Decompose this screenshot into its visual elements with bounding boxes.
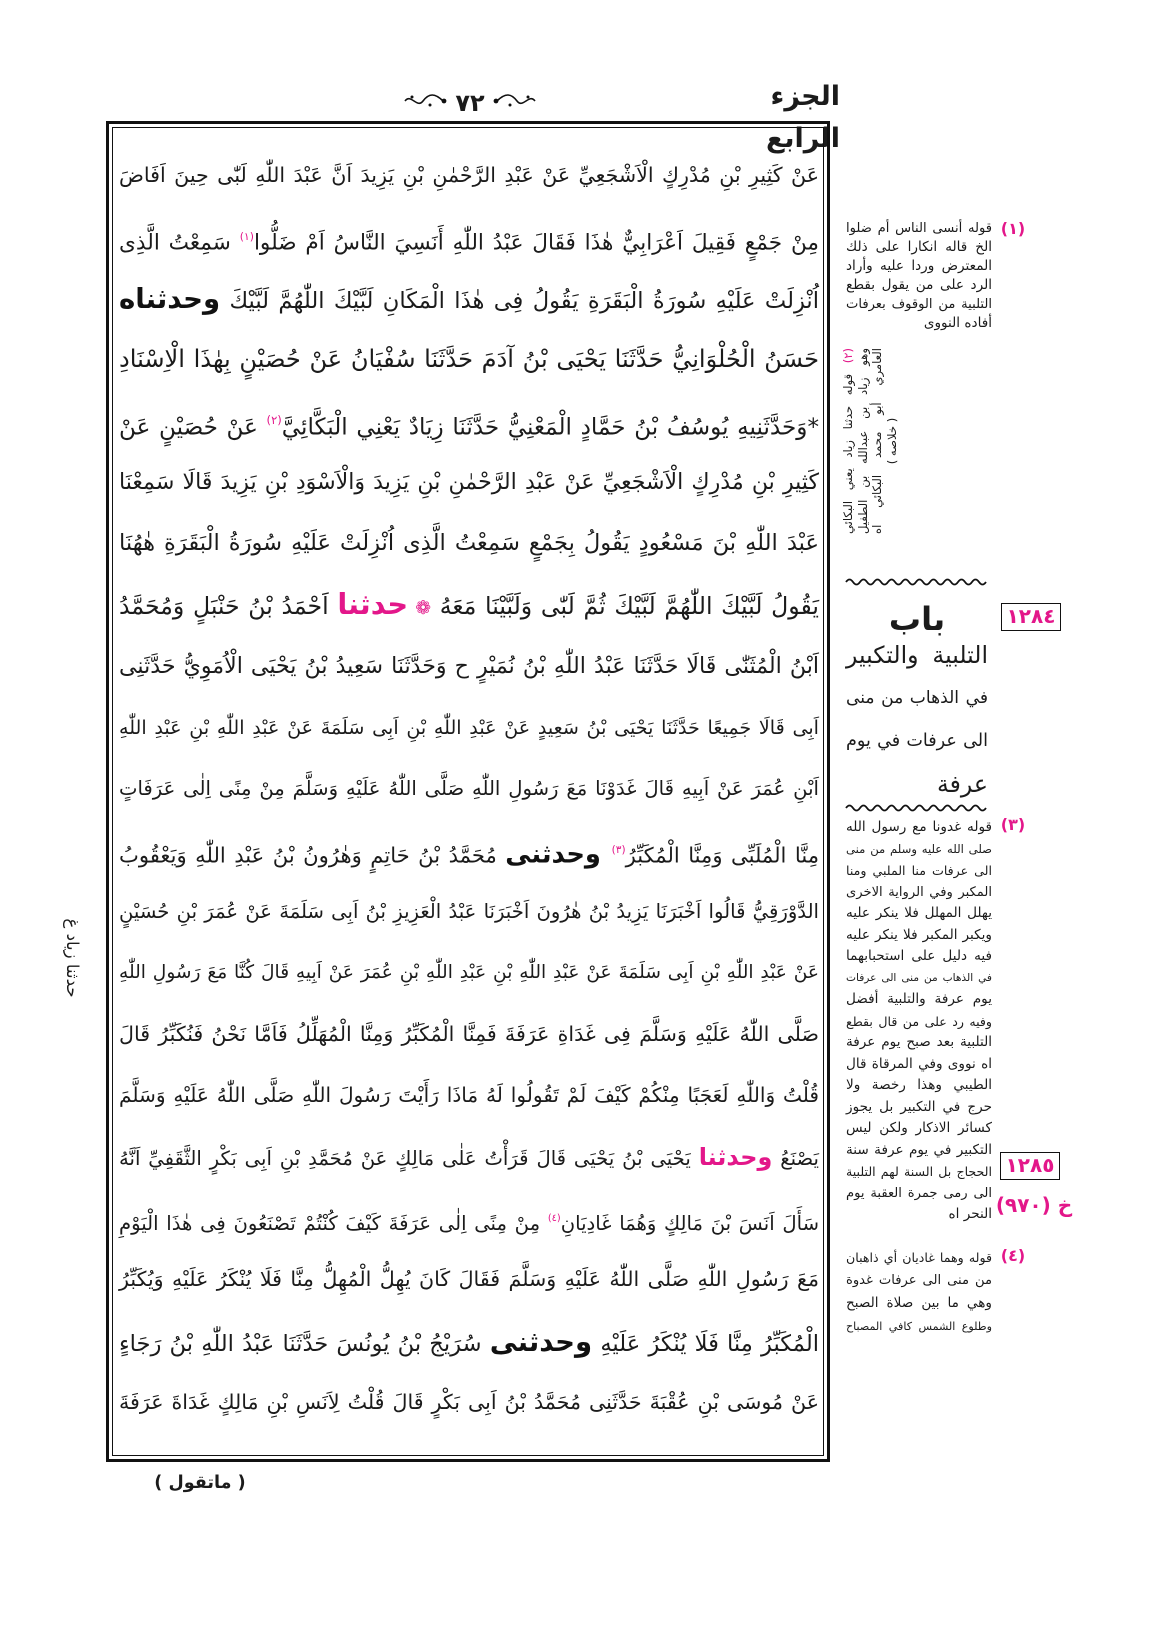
chapter-number-box: ١٢٨٤ <box>1001 603 1061 631</box>
text-line <box>119 206 819 267</box>
chain-heading-word: وحدثنى <box>489 1324 593 1358</box>
chapter-heading: باب <box>888 600 946 638</box>
footnote-line: التلبية بعد صبح يوم عرفة <box>846 1034 992 1050</box>
chain-heading-word-highlighted: حدثنا <box>337 587 409 622</box>
footnote-number: (١) <box>1000 219 1026 238</box>
text-run: اُنْزِلَتْ عَلَيْهِ سُورَةُ الْبَقَرَةِ يَقُولُ فِى هٰذَا الْمَكَانِ لَبَّيْكَ اللّٰهُمَّ لَبَّيْكَ <box>220 287 819 314</box>
footnote-ref: (٣) <box>611 843 626 856</box>
footnote-line: الى رمى جمرة العقبة يوم <box>846 1185 992 1201</box>
text-line <box>119 820 819 881</box>
text-run: اَبْنِ عُمَرَ عَنْ اَبِيهِ قَالَ غَدَوْنَا مَعَ رَسُولِ اللّٰهِ صَلَّى اللّٰهُ عَلَيْهِ وَسَلَّمَ مِنْ مِنًى اِلٰى عَرَفَاتٍ <box>119 777 819 801</box>
chapter-title-line: التلبية والتكبير <box>846 641 988 669</box>
left-margin-note: حدثنا زياد غ <box>63 918 82 998</box>
footnote-line: قوله غدونا مع رسول الله <box>846 819 992 835</box>
text-line <box>119 145 819 206</box>
text-run: سَأَلَ اَنَسَ بْنَ مَالِكٍ وَهُمَا غَادِيَانِ <box>560 1211 819 1235</box>
text-run: عَنْ حُصَيْنٍ عَنْ <box>119 414 267 441</box>
footnote-line: اه نووى وفي المرقاة قال <box>846 1055 992 1072</box>
text-run: حَسَنُ الْحُلْوَانِيُّ حَدَّثَنَا يَحْيَى بْنُ آدَمَ حَدَّثَنَا سُفْيَانُ عَنْ حُصَيْنٍ بِهٰذَا الْاِسْنَادِ <box>119 345 819 374</box>
footnote-line: التلبية من الوقوف بعرفات <box>846 297 992 312</box>
text-line <box>119 1065 819 1126</box>
text-line <box>119 452 819 513</box>
footnote-line: فيه دليل على استحبابهما <box>846 948 992 964</box>
text-run: يَقُولُ لَبَّيْكَ اللّٰهُمَّ لَبَّيْكَ ثُمَّ لَبّٰى وَلَبَّيْنَا مَعَهُ <box>431 592 819 621</box>
footnote-ref: (٢) <box>266 413 282 428</box>
text-run: يَحْيَى بْنُ يَحْيَى قَالَ قَرَأْتُ عَلٰى مَالِكٍ عَنْ مُحَمَّدِ بْنِ اَبِى بَكْرٍ الثَّقَفِيِّ اَنَّهُ <box>119 1146 699 1170</box>
footnote-line: المكبر وفي الرواية الاخرى <box>846 884 992 900</box>
text-line <box>119 881 819 942</box>
text-run: يَصْنَعُ <box>772 1146 819 1170</box>
text-line <box>119 574 819 635</box>
chain-heading-word: وحدثناه <box>119 281 221 315</box>
chapter-title <box>846 634 988 806</box>
footnote-line: الى عرفات منا الملبي ومنا <box>846 863 992 878</box>
text-run: اَحْمَدُ بْنُ حَنْبَلٍ وَمُحَمَّدُ <box>119 592 338 621</box>
text-run: سَمِعْتُ الَّذِى <box>119 231 240 257</box>
chapter-title-line: عرفة <box>936 770 988 798</box>
text-line <box>119 390 819 451</box>
text-run: عَنْ عَبْدِ اللّٰهِ بْنِ اَبِى سَلَمَةَ عَنْ عَبْدِ اللّٰهِ بْنِ عَبْدِ اللّٰهِ بْنِ عُمَرَ عَنْ اَبِيهِ قَالَ كُنَّا مَعَ رَسُولِ اللّٰهِ <box>119 962 819 984</box>
footnote-line-text: قوله حدثنا زياد يعني البكائي <box>841 373 855 534</box>
chain-heading-word: وحدثنى <box>505 839 612 870</box>
footnote-line: التكبير في يوم عرفة سنة <box>846 1141 992 1158</box>
text-line <box>119 1127 819 1188</box>
footnote-line: العامري أبو محمد البكائي اه <box>870 348 884 534</box>
text-run: اَبِى قَالَا جَمِيعًا حَدَّثَنَا يَحْيَى بْنُ سَعِيدٍ عَنْ عَبْدِ اللّٰهِ بْنِ اَبِى سَلَمَةَ عَنْ عَبْدِ اللّٰهِ بْنِ عَبْدِ اللّٰهِ <box>119 716 819 740</box>
text-run: كَثِيرِ بْنِ مُدْرِكٍ الْاَشْجَعِيِّ عَنْ عَبْدِ الرَّحْمٰنِ بْنِ يَزِيدَ وَالْاَسْوَدِ بْنِ يَزِيدَ قَالَا سَمِعْنَا <box>119 468 819 495</box>
footnote-ref: (٤) <box>547 1212 561 1224</box>
chapter-title-line: في الذهاب من منى <box>846 688 988 708</box>
footnote-4-text <box>846 1246 992 1338</box>
footnote-line <box>841 348 856 534</box>
text-line <box>119 1311 819 1372</box>
wavy-divider-icon <box>846 571 988 581</box>
text-run: عَبْدَ اللّٰهِ بْنَ مَسْعُودٍ يَقُولُ بِجَمْعٍ سَمِعْتُ الَّذِى اُنْزِلَتْ عَلَيْهِ سُورَةُ الْبَقَرَةِ هٰهُنَا <box>119 530 819 557</box>
text-run: مِنْ جَمْعٍ فَقِيلَ اَعْرَابِيٌّ هٰذَا فَقَالَ عَبْدُ اللّٰهِ أَنَسِيَ النَّاسُ اَمْ ضَلُّوا <box>253 231 819 257</box>
footnote-line: قوله أنسى الناس أم ضلوا <box>846 221 992 236</box>
footnote-line: النحر اه <box>948 1206 992 1222</box>
text-run: صَلَّى اللّٰهُ عَلَيْهِ وَسَلَّمَ فِى غَدَاةِ عَرَفَةَ فَمِنَّا الْمُكَبِّرُ وَمِنَّا الْمُهَلِّلُ فَاَمَّا نَحْنُ فَنُكَبِّرُ قَالَ <box>119 1021 819 1046</box>
text-run: الدَّوْرَقِيُّ قَالُوا اَخْبَرَنَا يَزِيدُ بْنُ هٰرُونَ اَخْبَرَنَا عَبْدُ الْعَزِيزِ بْنُ اَبِى سَلَمَةَ عَنْ عُمَرَ بْنِ حُسَيْنٍ <box>119 900 819 924</box>
footnote-line: المعترض وردا عليه وأراد <box>846 258 992 274</box>
footnote-source: ( خلاصه ) <box>884 417 899 465</box>
footnote-3-text <box>846 817 992 1226</box>
footnote-line: صلى الله عليه وسلم من منى <box>846 841 992 856</box>
footnote-line: ويكبر المكبر فلا ينكر عليه <box>846 926 992 943</box>
text-run: سُرَيْجُ بْنُ يُونُسَ حَدَّثَنَا عَبْدُ اللّٰهِ بْنُ رَجَاءٍ <box>119 1330 490 1357</box>
text-run: عَنْ كَثِيرِ بْنِ مُدْرِكٍ الْاَشْجَعِيِّ عَنْ عَبْدِ الرَّحْمٰنِ بْنِ يَزِيدَ اَنَّ عَبْدَ اللّٰهِ لَبّٰى حِينَ اَفَاضَ <box>119 163 819 187</box>
page-number-block <box>400 88 540 118</box>
footnote-line: يهلل المهلل فلا ينكر عليه <box>846 905 992 921</box>
footnote-line: الخ قاله انكارا على ذلك <box>846 239 992 255</box>
separator-ornament: ❁ <box>408 597 432 620</box>
footnote-line: وهي ما بين صلاة الصبح <box>846 1295 992 1311</box>
part-title: الجزء الرابع <box>765 81 840 154</box>
floral-flourish-icon <box>493 92 537 114</box>
text-line <box>119 942 819 1003</box>
footnote-line: وهو زياد بن عبدالله بن الطفيل <box>855 348 870 534</box>
text-line <box>119 1249 819 1310</box>
text-run: اَبْنُ الْمُثَنّٰى قَالَا حَدَّثَنَا عَبْدُ اللّٰهِ بْنُ نُمَيْرٍ ح وَحَدَّثَنَا سَعِيدُ بْنُ يَحْيَى الْاُمَوِيُّ حَدَّثَنِى <box>119 652 819 679</box>
text-run: مُحَمَّدُ بْنُ حَاتِمٍ وَهٰرُونُ بْنُ عَبْدِ اللّٰهِ وَيَعْقُوبُ <box>119 842 506 868</box>
wavy-divider-icon <box>846 797 988 807</box>
footnote-number: (٢) <box>841 348 855 364</box>
catchword: ( ماتقول ) <box>154 1473 246 1493</box>
footnote-line: كسائر الاذكار ولكن ليس <box>846 1120 992 1136</box>
footnote-line: وفيه رد على من قال بقطع <box>846 1013 992 1029</box>
footnote-line: الحجاج بل السنة لهم التلبية <box>846 1164 992 1179</box>
text-run: الْمُكَبِّرُ مِنَّا فَلَا يُنْكَرُ عَلَيْهِ <box>592 1330 819 1357</box>
footnote-line: الرد على من يقول بقطع <box>846 277 992 293</box>
footnote-line: في الذهاب من منى الى عرفات <box>846 971 992 984</box>
footnote-number: (٤) <box>1000 1246 1026 1265</box>
page-number: ٧٢ <box>455 89 485 117</box>
cross-reference: خ (٩٧٠) <box>995 1193 1073 1217</box>
text-run: مِنَّا الْمُلَبِّى وَمِنَّا الْمُكَبِّرُ <box>625 842 820 868</box>
footnote-line: من منى الى عرفات غدوة <box>846 1273 992 1288</box>
footnote-line: الطيبي وهذا رخصة ولا <box>846 1077 992 1093</box>
text-line <box>119 513 819 574</box>
hadith-number-box: ١٢٨٥ <box>1000 1152 1060 1180</box>
text-line <box>119 1372 819 1433</box>
footnote-line: يوم عرفة والتلبية أفضل <box>846 991 992 1007</box>
footnote-2-vertical <box>841 348 899 534</box>
text-line <box>119 758 819 819</box>
footnote-number: (٣) <box>1000 815 1026 834</box>
chapter-title-line: الى عرفات في يوم <box>846 731 988 751</box>
text-line <box>119 329 819 390</box>
text-line <box>119 1188 819 1249</box>
text-run: *وَحَدَّثَنِيهِ يُوسُفُ بْنُ حَمَّادٍ الْمَعْنِيُّ حَدَّثَنَا زِيَادٌ يَعْنِي الْبَكَّائِيَّ <box>281 414 820 441</box>
chain-heading-word-highlighted: وحدثنا <box>698 1142 773 1171</box>
text-run: عَنْ مُوسَى بْنِ عُقْبَةَ حَدَّثَنِى مُحَمَّدُ بْنُ اَبِى بَكْرٍ قَالَ قُلْتُ لِاَنَسِ بْنِ مَالِكٍ غَدَاةَ عَرَفَةَ <box>119 1389 819 1414</box>
footnote-line: قوله وهما غاديان أي ذاهبان <box>846 1250 992 1265</box>
footnote-1-text <box>846 219 992 333</box>
text-line <box>119 697 819 758</box>
text-line <box>119 268 819 329</box>
text-run: مِنْ مِنًى اِلٰى عَرَفَةَ كَيْفَ كُنْتُمْ تَصْنَعُونَ فِى هٰذَا الْيَوْمِ <box>119 1211 548 1235</box>
text-run: مَعَ رَسُولِ اللّٰهِ صَلَّى اللّٰهُ عَلَيْهِ وَسَلَّمَ فَقَالَ كَانَ يُهِلُّ الْمُهِلُّ مِنَّا فَلَا يُنْكَرُ عَلَيْهِ وَيُكَبِّرُ <box>119 1267 819 1292</box>
text-line <box>119 1004 819 1065</box>
footnote-line: أفاده النووى <box>923 315 992 331</box>
main-text <box>119 145 819 1433</box>
text-line <box>119 636 819 697</box>
floral-flourish-icon <box>403 92 447 114</box>
footnote-ref: (١) <box>239 230 254 244</box>
footnote-line: حرج في التكبير بل يجوز <box>846 1098 992 1115</box>
text-run: قُلْتُ وَاللّٰهِ لَعَجَبًا مِنْكُمْ كَيْفَ لَمْ تَقُولُوا لَهُ مَاذَا رَأَيْتَ رَسُولَ اللّٰهِ صَلَّى اللّٰهُ عَلَيْهِ وَسَلَّمَ <box>119 1083 819 1108</box>
footnote-line: وطلوع الشمس كافي المصباح <box>846 1320 992 1333</box>
